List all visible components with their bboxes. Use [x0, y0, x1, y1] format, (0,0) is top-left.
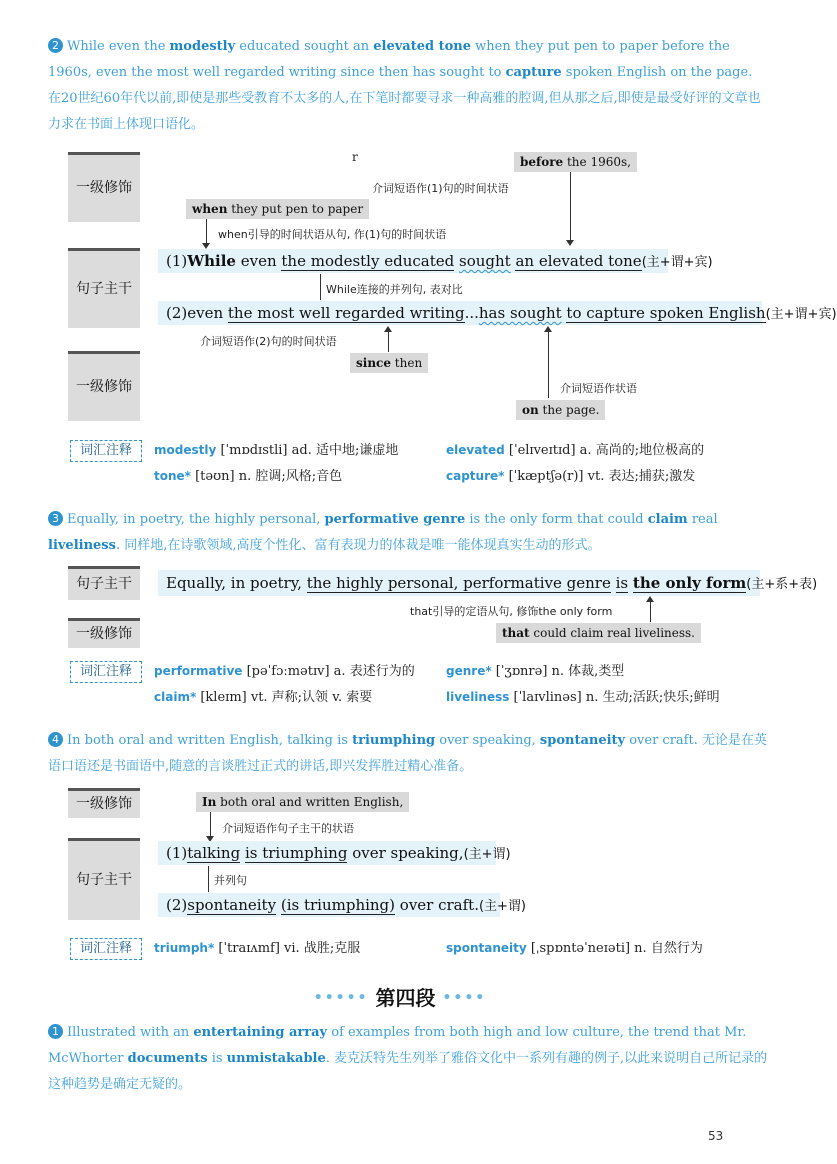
connector-line	[320, 274, 321, 300]
trunk-sentence-2: (2)even the most well regarded writing...has sought to capture spoken English(主+谓+宾)	[166, 304, 837, 322]
arrow-line	[548, 332, 549, 398]
vocab-item: capture* [ˈkæptʃə(r)] vt. 表达;捕获;激发	[446, 469, 696, 484]
vocab-item: modestly [ˈmɒdɪstli] ad. 适中地;谦虚地	[154, 443, 399, 458]
english-text: Illustrated with an entertaining array of examples from both high and low culture, the trend that Mr. McWhorter documents is unmistakable.	[48, 1025, 747, 1066]
decorative-dots: ••••	[442, 990, 487, 1006]
vocab-item: genre* [ˈʒɒnrə] n. 体裁,类型	[446, 664, 625, 679]
vocab-item: claim* [kleɪm] vt. 声称;认领 v. 索要	[154, 690, 373, 705]
chinese-translation: 在20世纪60年代以前,即使是那些受教育不太多的人,在下笔时都要寻求一种高雅的腔调,但从那之后,即使是最受好评的文章也力求在书面上体现口语化。	[48, 91, 761, 132]
label-sentence-trunk: 句子主干	[68, 248, 140, 328]
note-prep-phrase-1: 介词短语作(1)句的时间状语	[372, 182, 509, 195]
sentence-number-badge: 3	[48, 511, 63, 526]
chinese-translation: 麦克沃特先生列举了雅俗文化中一系列有趣的例子,以此来说明自己所记录的这种趋势是确定无疑的。	[48, 1051, 768, 1092]
decorative-dots: •••••	[313, 990, 369, 1006]
arrow-line	[210, 812, 211, 836]
english-text: In both oral and written English, talking is triumphing over speaking, spontaneity over craft.	[67, 733, 698, 748]
sentence-number-badge: 1	[48, 1024, 63, 1039]
chip-before-phrase: before the 1960s,	[514, 152, 637, 172]
trunk-sentence-1: (1)talking is triumphing over speaking,(主+谓)	[166, 844, 511, 862]
chip-in-phrase: In both oral and written English,	[196, 792, 409, 812]
arrow-line	[206, 219, 207, 243]
vocab-item: spontaneity [ˌspɒntəˈneɪəti] n. 自然行为	[446, 941, 703, 956]
sentence-number-badge: 2	[48, 38, 63, 53]
note-while-coordination: While连接的并列句, 表对比	[326, 283, 463, 296]
arrow-line	[570, 172, 571, 240]
trunk-sentence-2: (2)spontaneity (is triumphing) over craft.(主+谓)	[166, 896, 527, 914]
chip-that-clause: that could claim real liveliness.	[496, 623, 701, 643]
vocab-label: 词汇注释	[70, 661, 142, 683]
paragraph-3	[48, 507, 768, 559]
label-sentence-trunk: 句子主干	[68, 838, 140, 920]
label-first-modifier: 一级修饰	[68, 152, 140, 222]
note-in-phrase: 介词短语作句子主干的状语	[222, 822, 354, 835]
vocab-item: tone* [təʊn] n. 腔调;风格;音色	[154, 469, 343, 484]
trunk-sentence-1: (1)While even the modestly educated sought an elevated tone(主+谓+宾)	[166, 252, 713, 270]
chinese-translation: 无论是在英语口语还是书面语中,随意的言谈胜过正式的讲话,即兴发挥胜过精心准备。	[48, 733, 768, 774]
note-prep-phrase-2: 介词短语作(2)句的时间状语	[200, 335, 337, 348]
chinese-translation: 同样地,在诗歌领域,高度个性化、富有表现力的体裁是唯一能体现真实生动的形式。	[124, 538, 601, 553]
label-first-modifier: 一级修饰	[68, 618, 140, 648]
note-coordination: 并列句	[214, 874, 247, 887]
vocab-item: elevated [ˈelɪveɪtɪd] a. 高尚的;地位极高的	[446, 443, 705, 458]
connector-line	[208, 866, 209, 892]
note-that-clause: that引导的定语从句, 修饰the only form	[410, 605, 613, 618]
chip-when-clause: when they put pen to paper	[186, 199, 369, 219]
trunk-sentence: Equally, in poetry, the highly personal, performative genre is the only form(主+系+表)	[166, 574, 818, 592]
paragraph-2	[48, 34, 768, 138]
page-number: 53	[708, 1129, 724, 1143]
arrow-line	[388, 332, 389, 352]
label-first-modifier: 一级修饰	[68, 351, 140, 421]
note-prep-phrase-3: 介词短语作状语	[560, 382, 637, 395]
section-title: 第四段	[375, 986, 436, 1010]
vocab-item: liveliness [ˈlaɪvlinəs] n. 生动;活跃;快乐;鲜明	[446, 690, 720, 705]
stray-mark: r	[352, 150, 358, 164]
vocab-label: 词汇注释	[70, 938, 142, 960]
arrow-line	[650, 602, 651, 622]
english-text: Equally, in poetry, the highly personal, performative genre is the only form that could claim real liveliness.	[48, 512, 718, 553]
vocab-label: 词汇注释	[70, 440, 142, 462]
english-text: While even the modestly educated sought an elevated tone when they put pen to paper before the 1960s, even the most well regarded writing since then has sought to capture spoken English on the page.	[48, 39, 753, 80]
sentence-number-badge: 4	[48, 732, 63, 747]
paragraph-5	[48, 1020, 768, 1098]
note-when-clause: when引导的时间状语从句, 作(1)句的时间状语	[218, 228, 447, 241]
vocab-item: performative [pəˈfɔːmətɪv] a. 表述行为的	[154, 664, 415, 679]
chip-since-phrase: since then	[350, 353, 428, 373]
label-first-modifier: 一级修饰	[68, 788, 140, 818]
chip-on-phrase: on the page.	[516, 400, 605, 420]
label-sentence-trunk: 句子主干	[68, 566, 140, 600]
paragraph-4	[48, 728, 768, 780]
vocab-item: triumph* [ˈtraɪʌmf] vi. 战胜;克服	[154, 941, 361, 956]
section-heading	[0, 982, 800, 1011]
